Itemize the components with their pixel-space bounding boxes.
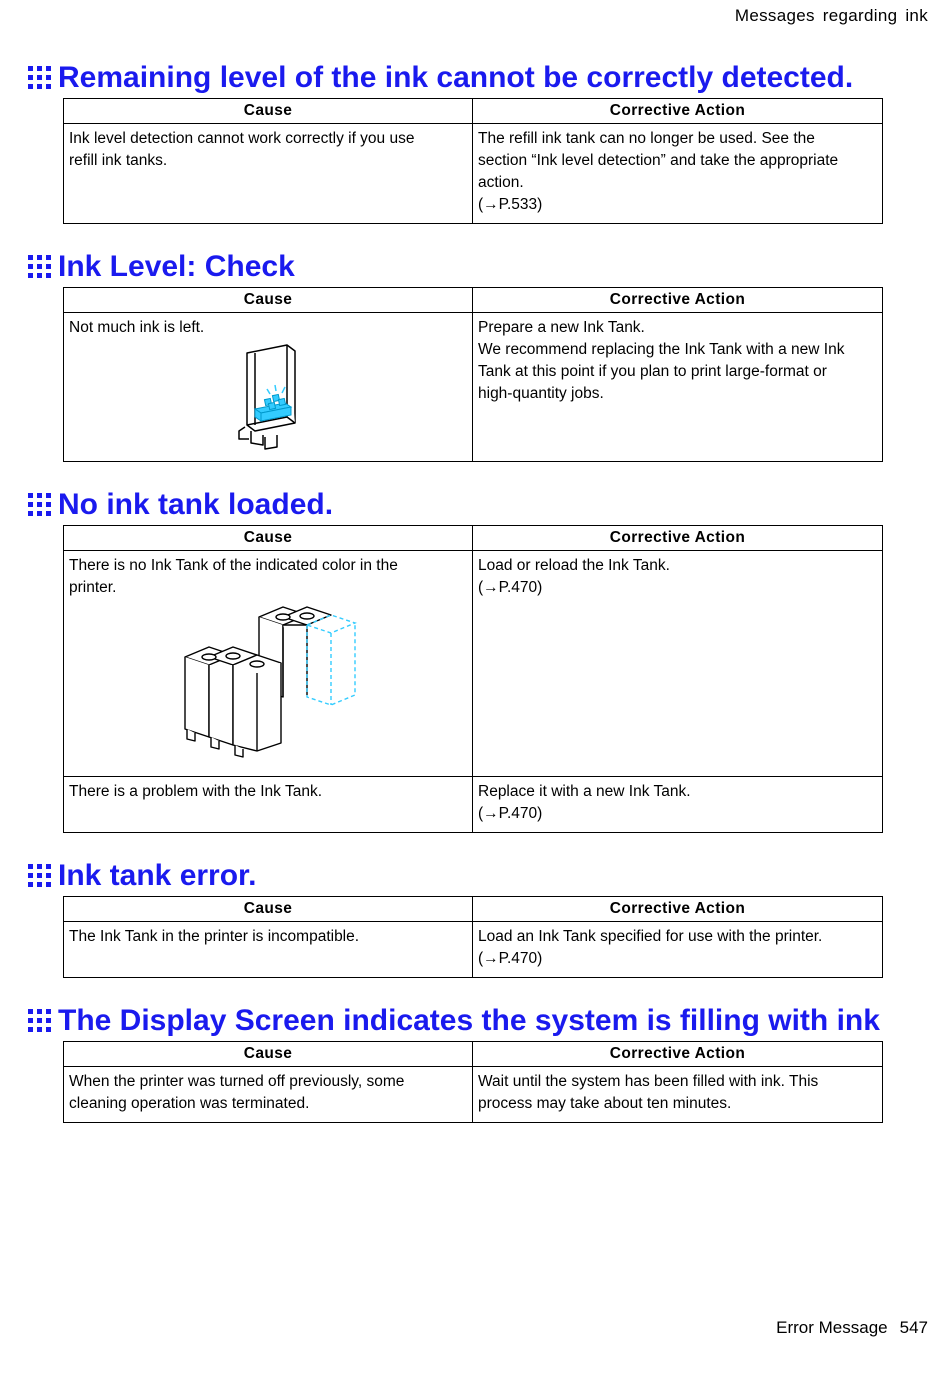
cause-header: Cause [64, 526, 473, 551]
cause-cell [64, 313, 473, 462]
table-row [64, 124, 883, 224]
page-reference: (→P.470) [478, 579, 543, 596]
page-number: 547 [899, 1318, 928, 1337]
action-header: Corrective Action [473, 526, 883, 551]
action-text: process may take about ten minutes. [478, 1095, 732, 1112]
section-ink-level-check [28, 247, 882, 462]
footer-section-name: Error Message [776, 1318, 888, 1337]
table-header-row [64, 99, 883, 124]
grid-bullet-icon [28, 1009, 52, 1033]
action-text: Load an Ink Tank specified for use with the printer. [478, 928, 823, 945]
action-text: Prepare a new Ink Tank. [478, 319, 645, 336]
action-header: Corrective Action [473, 1042, 883, 1067]
action-text: We recommend replacing the Ink Tank with a new Ink [478, 341, 845, 358]
section-title: No ink tank loaded. [58, 488, 334, 521]
section-heading [28, 58, 882, 98]
cause-cell [64, 1067, 473, 1123]
section-heading [28, 856, 882, 896]
action-cell [473, 1067, 883, 1123]
action-text: Load or reload the Ink Tank. [478, 557, 670, 574]
message-table [63, 525, 883, 833]
cause-header: Cause [64, 99, 473, 124]
action-header: Corrective Action [473, 99, 883, 124]
section-heading [28, 247, 882, 287]
cause-text: The Ink Tank in the printer is incompatible. [69, 928, 360, 945]
message-table [63, 98, 883, 224]
section-ink-tank-error [28, 856, 882, 978]
action-header: Corrective Action [473, 288, 883, 313]
section-remaining-level [28, 58, 882, 224]
section-title: The Display Screen indicates the system is filling with ink [58, 1004, 880, 1037]
message-table [63, 1041, 883, 1123]
table-row [64, 777, 883, 833]
cause-text: printer. [69, 579, 117, 596]
grid-bullet-icon [28, 255, 52, 279]
cause-text: There is no Ink Tank of the indicated color in the [69, 557, 398, 574]
section-title: Ink Level: Check [58, 250, 295, 283]
page-footer [764, 1318, 928, 1338]
action-text: Wait until the system has been filled with ink. This [478, 1073, 819, 1090]
table-row [64, 1067, 883, 1123]
action-text: action. [478, 174, 524, 191]
page-reference: (→P.533) [478, 196, 543, 213]
action-text: The refill ink tank can no longer be used. See the [478, 130, 815, 147]
cause-text: Not much ink is left. [69, 319, 205, 336]
table-header-row [64, 897, 883, 922]
cause-text: cleaning operation was terminated. [69, 1095, 310, 1112]
grid-bullet-icon [28, 864, 52, 888]
cause-header: Cause [64, 1042, 473, 1067]
ink-tank-low-level-illustration [229, 339, 349, 451]
action-cell [473, 124, 883, 224]
table-header-row [64, 1042, 883, 1067]
page-reference: (→P.470) [478, 805, 543, 822]
cause-cell [64, 922, 473, 978]
grid-bullet-icon [28, 493, 52, 517]
action-text: section “Ink level detection” and take the appropriate [478, 152, 839, 169]
section-heading [28, 1001, 882, 1041]
running-header [735, 6, 928, 26]
cause-header: Cause [64, 897, 473, 922]
action-cell [473, 777, 883, 833]
page-reference: (→P.470) [478, 950, 543, 967]
action-text: Tank at this point if you plan to print large-format or [478, 363, 827, 380]
action-text: high-quantity jobs. [478, 385, 604, 402]
cause-text: When the printer was turned off previously, some [69, 1073, 405, 1090]
cause-text: refill ink tanks. [69, 152, 168, 169]
section-heading [28, 485, 882, 525]
section-title: Remaining level of the ink cannot be correctly detected. [58, 61, 854, 94]
table-row [64, 922, 883, 978]
table-header-row [64, 288, 883, 313]
cause-text: There is a problem with the Ink Tank. [69, 783, 323, 800]
section-no-ink-tank [28, 485, 882, 833]
message-table [63, 287, 883, 462]
cause-text: Ink level detection cannot work correctly if you use [69, 130, 415, 147]
table-row [64, 551, 883, 777]
table-header-row [64, 526, 883, 551]
cause-header: Cause [64, 288, 473, 313]
cause-cell [64, 551, 473, 777]
message-table [63, 896, 883, 978]
action-text: Replace it with a new Ink Tank. [478, 783, 691, 800]
section-title: Ink tank error. [58, 859, 257, 892]
cause-cell [64, 777, 473, 833]
grid-bullet-icon [28, 66, 52, 90]
action-cell [473, 313, 883, 462]
section-filling-with-ink [28, 1001, 882, 1123]
cause-cell [64, 124, 473, 224]
ink-tanks-missing-slot-illustration [179, 599, 369, 771]
action-cell [473, 922, 883, 978]
action-header: Corrective Action [473, 897, 883, 922]
action-cell [473, 551, 883, 777]
running-header-title: Messages regarding ink [734, 6, 928, 25]
table-row [64, 313, 883, 462]
